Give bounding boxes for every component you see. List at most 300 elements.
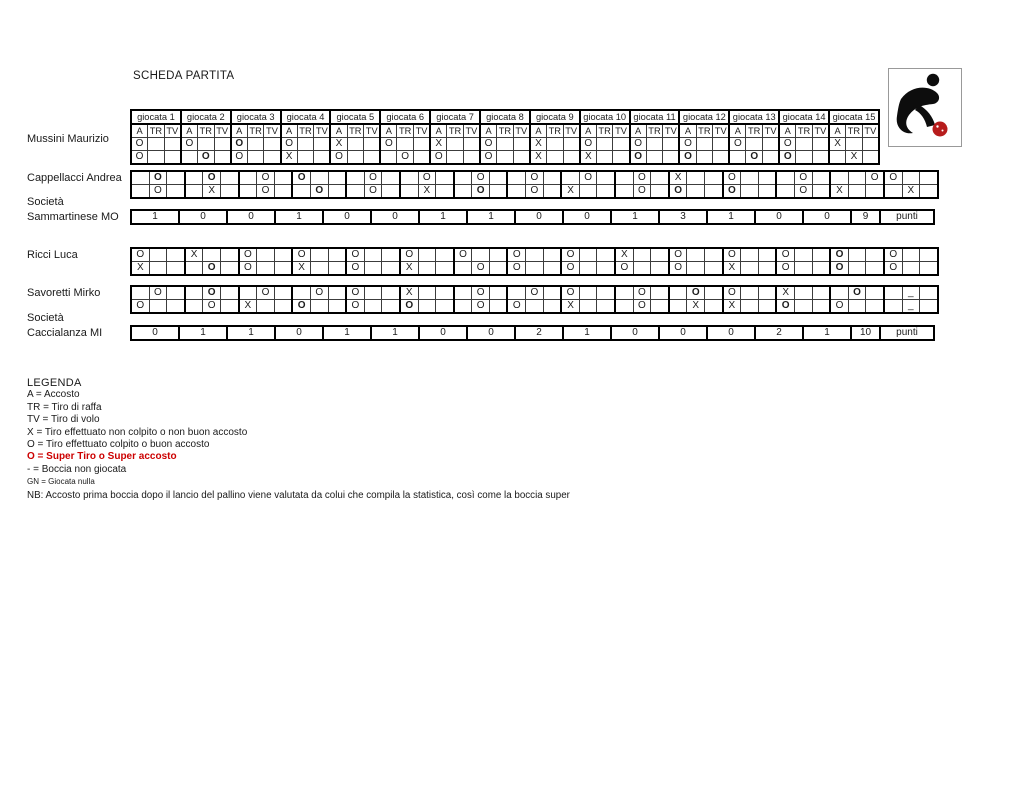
mark-cell xyxy=(185,300,203,314)
subcol-header-cell: TV xyxy=(812,124,829,138)
mark-cell: X xyxy=(723,300,741,314)
mark-cell xyxy=(794,262,812,276)
mark-cell: O xyxy=(257,185,275,199)
giocata-header-cell: giocata 4 xyxy=(281,110,331,124)
mark-cell xyxy=(920,262,938,276)
legend-item-accosto: A = Accosto xyxy=(27,389,80,401)
legend-item-non-giocata: - = Boccia non giocata xyxy=(27,463,127,475)
giocata-score-cell: 1 xyxy=(275,210,323,224)
mark-cell xyxy=(292,185,310,199)
mark-cell: X xyxy=(239,300,257,314)
mark-cell xyxy=(866,185,884,199)
mark-cell xyxy=(347,138,364,151)
giocata-score-cell: 1 xyxy=(611,210,659,224)
mark-cell xyxy=(513,151,530,165)
marks-grid xyxy=(130,247,939,276)
legend-item-giocata-nulla: GN = Giocata nulla xyxy=(27,477,95,487)
giocata-header-cell: giocata 7 xyxy=(430,110,480,124)
punti-label-cell: punti xyxy=(880,326,934,340)
subcol-header-cell: TR xyxy=(646,124,663,138)
mark-cell: O xyxy=(679,138,696,151)
mark-cell xyxy=(776,171,794,185)
mark-cell xyxy=(729,151,746,165)
mark-cell xyxy=(615,185,633,199)
giocata-score-cell: 0 xyxy=(611,326,659,340)
subcol-header-cell: A xyxy=(530,124,547,138)
giocata-score-cell: 0 xyxy=(323,210,371,224)
mark-cell: O xyxy=(310,185,328,199)
subcol-header-cell: A xyxy=(829,124,846,138)
mark-cell xyxy=(489,248,507,262)
mark-cell: O xyxy=(561,248,579,262)
mark-cell xyxy=(758,300,776,314)
mark-cell: O xyxy=(430,151,447,165)
mark-cell xyxy=(687,171,705,185)
giocata-header-cell: giocata 14 xyxy=(779,110,829,124)
mark-cell xyxy=(812,286,830,300)
mark-cell xyxy=(794,300,812,314)
mark-cell xyxy=(167,262,185,276)
subcol-header-cell: A xyxy=(281,124,298,138)
mark-cell: O xyxy=(203,300,221,314)
mark-cell: X xyxy=(530,138,547,151)
mark-cell xyxy=(920,185,938,199)
mark-cell xyxy=(346,185,364,199)
mark-cell xyxy=(382,286,400,300)
mark-cell xyxy=(563,151,580,165)
mark-cell xyxy=(436,286,454,300)
mark-cell: X xyxy=(185,248,203,262)
mark-cell xyxy=(220,300,238,314)
giocata-score-cell: 2 xyxy=(755,326,803,340)
mark-cell xyxy=(167,248,185,262)
player-label-savoretti: Savoretti Mirko xyxy=(27,287,101,299)
player-label-cappellacci: Cappellacci Andrea xyxy=(27,172,122,184)
mark-cell: _ xyxy=(902,286,920,300)
mark-cell: O xyxy=(507,248,525,262)
giocata-header-cell: giocata 13 xyxy=(729,110,779,124)
mark-cell xyxy=(447,151,464,165)
mark-cell: O xyxy=(131,138,148,151)
mark-cell xyxy=(131,171,149,185)
mark-cell: O xyxy=(615,262,633,276)
mark-cell: O xyxy=(633,171,651,185)
mark-cell xyxy=(613,151,630,165)
mark-cell: O xyxy=(203,286,221,300)
mark-cell xyxy=(597,300,615,314)
mark-cell xyxy=(257,262,275,276)
mark-cell xyxy=(447,138,464,151)
mark-cell xyxy=(214,151,231,165)
mark-cell xyxy=(848,185,866,199)
mark-cell: X xyxy=(281,151,298,165)
mark-cell: O xyxy=(454,248,472,262)
mark-cell: X xyxy=(615,248,633,262)
giocata-score-cell: 0 xyxy=(803,210,851,224)
mark-cell xyxy=(149,248,167,262)
mark-cell xyxy=(274,185,292,199)
mark-cell xyxy=(920,248,938,262)
mark-cell xyxy=(364,151,381,165)
subcol-header-cell: TV xyxy=(563,124,580,138)
mark-cell: O xyxy=(866,171,884,185)
mark-cell: O xyxy=(149,171,167,185)
mark-cell xyxy=(848,300,866,314)
mark-cell: O xyxy=(472,185,490,199)
mark-cell xyxy=(257,300,275,314)
punti-label-cell: punti xyxy=(880,210,934,224)
mark-cell: O xyxy=(507,262,525,276)
mark-cell: O xyxy=(292,248,310,262)
savoretti-marks-table xyxy=(130,285,939,314)
societa-label: Società xyxy=(27,196,64,208)
mark-cell xyxy=(920,286,938,300)
mark-cell: X xyxy=(830,185,848,199)
score-row xyxy=(130,325,935,341)
mark-cell: O xyxy=(633,300,651,314)
mark-cell xyxy=(413,138,430,151)
mark-cell: O xyxy=(472,300,490,314)
mark-cell xyxy=(239,171,257,185)
mark-cell xyxy=(543,248,561,262)
mark-cell: X xyxy=(902,185,920,199)
mark-cell: O xyxy=(776,262,794,276)
subcol-header-cell: TV xyxy=(513,124,530,138)
mark-cell xyxy=(489,300,507,314)
mark-cell xyxy=(866,248,884,262)
mark-cell xyxy=(497,151,514,165)
giocata-score-cell: 0 xyxy=(707,326,755,340)
mark-cell xyxy=(489,171,507,185)
mark-cell: O xyxy=(480,138,497,151)
subcol-header-cell: A xyxy=(181,124,198,138)
subcol-header-cell: A xyxy=(630,124,647,138)
subcol-header-cell: TR xyxy=(447,124,464,138)
mark-cell xyxy=(651,171,669,185)
total-score-cell: 10 xyxy=(851,326,880,340)
mark-cell xyxy=(687,185,705,199)
mark-cell xyxy=(741,262,759,276)
sammartinese-score-row xyxy=(130,209,935,225)
mark-cell xyxy=(454,300,472,314)
mark-cell: O xyxy=(779,138,796,151)
mark-cell xyxy=(220,185,238,199)
giocata-header-cell: giocata 11 xyxy=(630,110,680,124)
mark-cell xyxy=(380,151,397,165)
mark-cell xyxy=(400,185,418,199)
mark-cell xyxy=(597,262,615,276)
mark-cell xyxy=(613,138,630,151)
mark-cell: O xyxy=(884,171,902,185)
mark-cell xyxy=(489,185,507,199)
mark-cell: O xyxy=(197,151,214,165)
mark-cell xyxy=(902,262,920,276)
subcol-header-cell: A xyxy=(231,124,248,138)
mark-cell xyxy=(705,286,723,300)
mark-cell: O xyxy=(507,300,525,314)
mark-cell xyxy=(454,185,472,199)
mark-cell xyxy=(830,171,848,185)
mark-cell: X xyxy=(400,286,418,300)
mark-cell xyxy=(884,185,902,199)
mark-cell xyxy=(669,300,687,314)
legend-item-tiro-raffa: TR = Tiro di raffa xyxy=(27,401,102,413)
mark-cell: X xyxy=(580,151,597,165)
mark-cell xyxy=(741,286,759,300)
giocata-score-cell: 0 xyxy=(419,326,467,340)
subcol-header-cell: TR xyxy=(746,124,763,138)
mark-cell xyxy=(526,262,544,276)
cappellacci-marks-table xyxy=(130,170,939,199)
giocata-header-cell: giocata 5 xyxy=(330,110,380,124)
mark-cell: O xyxy=(830,248,848,262)
subcol-header-cell: TV xyxy=(763,124,780,138)
mark-cell xyxy=(436,248,454,262)
giocata-score-cell: 1 xyxy=(419,210,467,224)
mark-cell: O xyxy=(580,138,597,151)
mark-cell xyxy=(713,151,730,165)
mark-cell xyxy=(596,151,613,165)
mark-cell xyxy=(220,171,238,185)
mark-cell xyxy=(597,286,615,300)
mark-cell: O xyxy=(848,286,866,300)
mark-cell xyxy=(220,248,238,262)
subcol-header-cell: TV xyxy=(862,124,879,138)
mark-cell xyxy=(741,185,759,199)
mark-cell xyxy=(463,151,480,165)
mark-cell: X xyxy=(829,138,846,151)
societa-label: Società xyxy=(27,312,64,324)
mark-cell xyxy=(884,286,902,300)
mark-cell xyxy=(220,286,238,300)
mark-cell xyxy=(164,138,181,151)
mark-cell xyxy=(862,138,879,151)
mark-cell: O xyxy=(779,151,796,165)
mark-cell xyxy=(651,300,669,314)
mark-cell xyxy=(705,248,723,262)
mark-cell xyxy=(418,300,436,314)
mark-cell xyxy=(297,138,314,151)
mark-cell xyxy=(902,171,920,185)
mark-cell xyxy=(746,138,763,151)
mark-cell xyxy=(167,185,185,199)
mark-cell xyxy=(507,286,525,300)
legend-item-x: X = Tiro effettuato non colpito o non buon accosto xyxy=(27,426,248,438)
mark-cell xyxy=(148,151,165,165)
mark-cell: O xyxy=(472,262,490,276)
mark-cell xyxy=(436,185,454,199)
mark-cell xyxy=(382,262,400,276)
mark-cell xyxy=(579,185,597,199)
subcol-header-cell: A xyxy=(430,124,447,138)
subcol-header-cell: TV xyxy=(164,124,181,138)
subcol-header-cell: TR xyxy=(297,124,314,138)
mark-cell xyxy=(247,151,264,165)
mark-cell xyxy=(651,262,669,276)
mark-cell: O xyxy=(400,300,418,314)
mark-cell xyxy=(328,248,346,262)
mark-cell xyxy=(563,138,580,151)
mark-cell: O xyxy=(794,171,812,185)
subcol-header-cell: TV xyxy=(413,124,430,138)
mark-cell xyxy=(310,262,328,276)
mark-cell xyxy=(185,262,203,276)
mark-cell xyxy=(543,286,561,300)
giocata-header-cell: giocata 3 xyxy=(231,110,281,124)
mark-cell xyxy=(274,262,292,276)
ricci-marks-table xyxy=(130,247,939,276)
mark-cell: O xyxy=(346,248,364,262)
mark-cell xyxy=(203,248,221,262)
mark-cell: O xyxy=(723,185,741,199)
mark-cell: O xyxy=(526,286,544,300)
team-label-sammartinese xyxy=(27,196,119,223)
mark-cell xyxy=(866,286,884,300)
mark-cell: O xyxy=(310,286,328,300)
giocata-score-cell: 1 xyxy=(179,326,227,340)
mark-cell xyxy=(347,151,364,165)
mark-cell xyxy=(615,300,633,314)
mark-cell xyxy=(705,185,723,199)
subcol-header-cell: A xyxy=(580,124,597,138)
mark-cell xyxy=(920,171,938,185)
mark-cell xyxy=(920,300,938,314)
subcol-header-cell: A xyxy=(679,124,696,138)
mark-cell: O xyxy=(257,286,275,300)
mark-cell: O xyxy=(776,300,794,314)
mark-cell: O xyxy=(579,171,597,185)
mark-cell: X xyxy=(292,262,310,276)
mark-cell xyxy=(546,138,563,151)
mark-cell xyxy=(543,262,561,276)
mark-cell: O xyxy=(149,185,167,199)
team-name: Caccialanza MI xyxy=(27,326,103,339)
subcol-header-cell: A xyxy=(380,124,397,138)
mark-cell xyxy=(687,248,705,262)
player-label-ricci: Ricci Luca xyxy=(27,249,78,261)
mark-cell xyxy=(543,171,561,185)
mark-cell xyxy=(436,300,454,314)
mark-cell xyxy=(454,171,472,185)
mark-cell xyxy=(615,286,633,300)
mark-cell xyxy=(687,262,705,276)
mark-cell xyxy=(400,171,418,185)
mark-cell xyxy=(763,151,780,165)
mark-cell xyxy=(382,300,400,314)
mark-cell xyxy=(763,138,780,151)
subcol-header-cell: TR xyxy=(247,124,264,138)
legend-item-o: O = Tiro effettuato colpito o buon accosto xyxy=(27,439,210,451)
mark-cell xyxy=(364,262,382,276)
mark-cell xyxy=(454,262,472,276)
mark-cell xyxy=(489,262,507,276)
mark-cell xyxy=(713,138,730,151)
mark-cell xyxy=(185,286,203,300)
mark-cell: X xyxy=(418,185,436,199)
mark-cell xyxy=(214,138,231,151)
mark-cell xyxy=(149,300,167,314)
mark-cell xyxy=(633,248,651,262)
giocata-score-cell: 3 xyxy=(659,210,707,224)
mark-cell xyxy=(848,171,866,185)
mark-cell xyxy=(497,138,514,151)
mark-cell xyxy=(812,151,829,165)
mark-cell: O xyxy=(884,262,902,276)
mark-cell: O xyxy=(669,248,687,262)
mark-cell xyxy=(197,138,214,151)
mark-cell xyxy=(436,262,454,276)
mark-cell: O xyxy=(231,151,248,165)
mark-cell: O xyxy=(561,286,579,300)
subcol-header-cell: TV xyxy=(264,124,281,138)
mark-cell: O xyxy=(633,185,651,199)
subcol-header-cell: TR xyxy=(497,124,514,138)
subcol-header-cell: TR xyxy=(347,124,364,138)
mark-cell xyxy=(848,262,866,276)
subcol-header-cell: TR xyxy=(197,124,214,138)
subcol-header-cell: TV xyxy=(364,124,381,138)
mark-cell: O xyxy=(364,171,382,185)
mark-cell: O xyxy=(830,262,848,276)
mark-cell xyxy=(543,300,561,314)
mark-cell xyxy=(220,262,238,276)
giocata-score-cell: 1 xyxy=(563,326,611,340)
giocata-score-cell: 0 xyxy=(371,210,419,224)
mark-cell xyxy=(463,138,480,151)
mark-cell xyxy=(314,151,331,165)
mark-cell xyxy=(472,248,490,262)
mark-cell: O xyxy=(292,300,310,314)
giocata-header-cell: giocata 2 xyxy=(181,110,231,124)
subcol-header-cell: TR xyxy=(846,124,863,138)
mark-cell xyxy=(310,300,328,314)
mark-cell: X xyxy=(669,171,687,185)
mark-cell: O xyxy=(400,248,418,262)
mark-cell xyxy=(328,185,346,199)
mark-cell xyxy=(579,248,597,262)
mark-cell xyxy=(741,248,759,262)
mark-cell: O xyxy=(131,248,149,262)
mark-cell xyxy=(830,286,848,300)
mark-cell xyxy=(436,171,454,185)
mark-cell xyxy=(264,138,281,151)
mark-cell: O xyxy=(830,300,848,314)
mark-cell: X xyxy=(131,262,149,276)
subcol-header-cell: A xyxy=(480,124,497,138)
player-label-mussini: Mussini Maurizio xyxy=(27,133,109,145)
subcol-header-cell: A xyxy=(729,124,746,138)
mark-cell: O xyxy=(679,151,696,165)
mark-cell xyxy=(274,286,292,300)
mark-cell xyxy=(507,171,525,185)
giocata-score-cell: 0 xyxy=(755,210,803,224)
mark-cell xyxy=(167,171,185,185)
mark-cell: O xyxy=(746,151,763,165)
mark-cell xyxy=(149,262,167,276)
mark-cell xyxy=(812,262,830,276)
mark-cell: O xyxy=(630,138,647,151)
mark-cell xyxy=(418,262,436,276)
mark-cell xyxy=(164,151,181,165)
subcol-header-cell: A xyxy=(131,124,148,138)
subcol-header-cell: TR xyxy=(596,124,613,138)
team-label-caccialanza xyxy=(27,312,102,339)
subcol-header-cell: A xyxy=(779,124,796,138)
mark-cell xyxy=(758,248,776,262)
mark-cell xyxy=(239,185,257,199)
mark-cell: O xyxy=(776,248,794,262)
total-score-cell: 9 xyxy=(851,210,880,224)
